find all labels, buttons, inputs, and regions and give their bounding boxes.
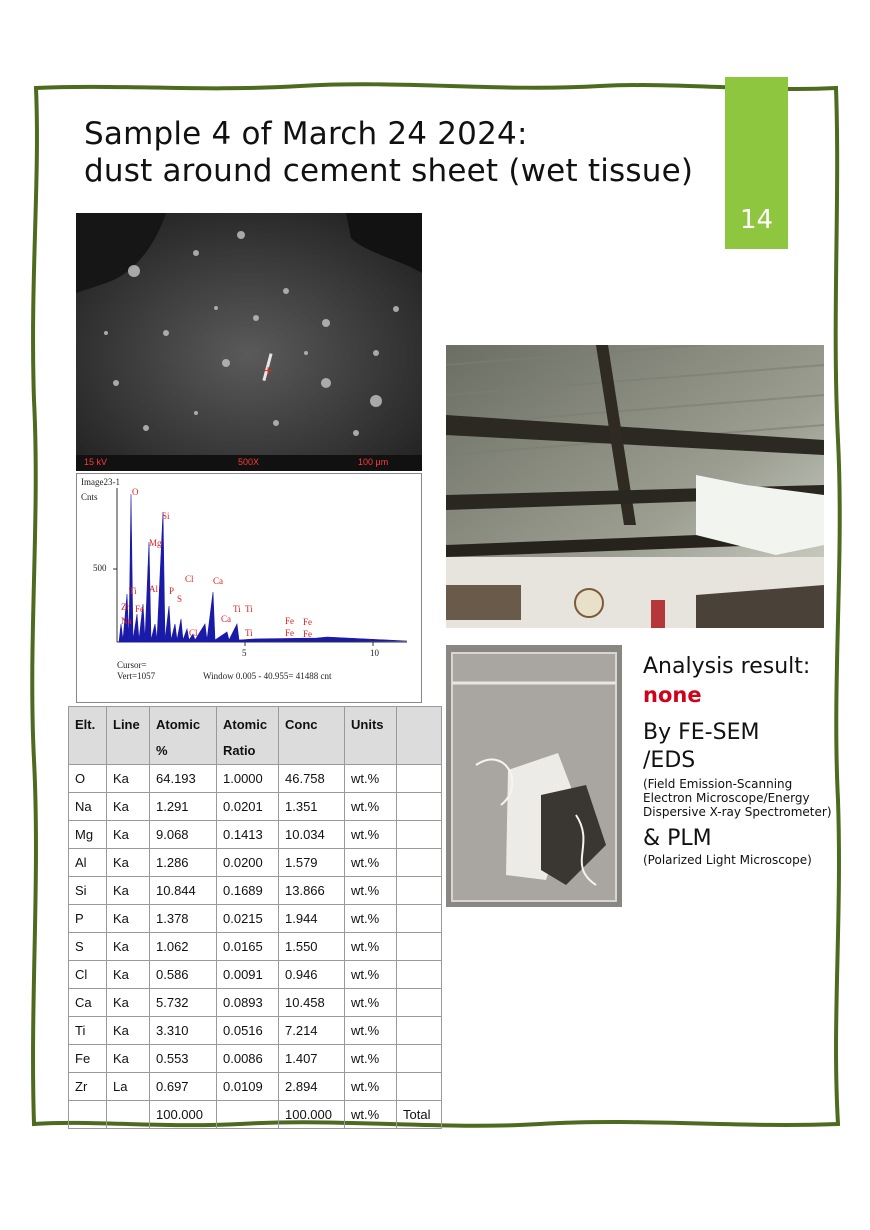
cell-extra (397, 849, 442, 877)
cell-conc: 0.946 (279, 961, 345, 989)
cell-line: Ka (107, 989, 150, 1017)
cell-line: Ka (107, 1045, 150, 1073)
sem-scale: 100 μm (358, 457, 389, 467)
cell-line: La (107, 1073, 150, 1101)
peak-label-si: Si (162, 511, 170, 521)
cell-atomic: 3.310 (150, 1017, 217, 1045)
roof-illustration (446, 345, 824, 628)
cell-conc: 1.351 (279, 793, 345, 821)
peak-label-al: Al (149, 584, 158, 594)
cell-elt (69, 1101, 107, 1129)
cell-atomic: 1.062 (150, 933, 217, 961)
cell-extra (397, 877, 442, 905)
roof-photo (446, 345, 824, 628)
eds-image-label: Image23-1 (81, 477, 120, 487)
cell-elt: Fe (69, 1045, 107, 1073)
cell-conc: 10.458 (279, 989, 345, 1017)
table-row (69, 905, 442, 933)
cell-atomic: 1.291 (150, 793, 217, 821)
eds-y-unit: Cnts (81, 492, 98, 502)
cell-extra (397, 989, 442, 1017)
cell-conc: 1.944 (279, 905, 345, 933)
cell-elt: Si (69, 877, 107, 905)
eds-window: Window 0.005 - 40.955= 41488 cnt (203, 671, 332, 681)
table-row (69, 933, 442, 961)
cell-elt: S (69, 933, 107, 961)
cell-atomic: 1.378 (150, 905, 217, 933)
peak-label-fe-3: Fe (303, 617, 312, 627)
cell-line: Ka (107, 961, 150, 989)
cell-extra (397, 765, 442, 793)
composition-table (68, 706, 442, 1129)
peak-label-ca-1: Ca (213, 576, 223, 586)
eds-y-tick: 500 (93, 563, 107, 573)
cell-atomic: 64.193 (150, 765, 217, 793)
cell-ratio (217, 1101, 279, 1129)
cell-conc: 13.866 (279, 877, 345, 905)
col-header-atomic-pct: Atomic % (150, 707, 217, 765)
title-line-1: Sample 4 of March 24 2024: (84, 116, 528, 152)
cell-elt: Al (69, 849, 107, 877)
eds-x-tick-10: 10 (370, 648, 379, 658)
page-title (84, 116, 693, 190)
table-row (69, 961, 442, 989)
cell-ratio: 0.0893 (217, 989, 279, 1017)
cell-ratio: 0.0201 (217, 793, 279, 821)
eds-x-tick-5: 5 (242, 648, 247, 658)
cell-units: wt.% (345, 821, 397, 849)
method-1-description: (Field Emission-Scanning Electron Microscope/Energy Dispersive X-ray Spectrometer) (643, 777, 832, 819)
cell-line: Ka (107, 933, 150, 961)
method-2-title: & PLM (643, 826, 712, 851)
cell-conc: 2.894 (279, 1073, 345, 1101)
eds-cursor: Cursor= (117, 660, 147, 670)
cell-line: Ka (107, 849, 150, 877)
cell-units: wt.% (345, 1073, 397, 1101)
cell-ratio: 0.0516 (217, 1017, 279, 1045)
cell-elt: Ca (69, 989, 107, 1017)
cell-elt: O (69, 765, 107, 793)
cell-conc: 1.579 (279, 849, 345, 877)
cell-atomic: 10.844 (150, 877, 217, 905)
cell-units: wt.% (345, 933, 397, 961)
peak-label-cl-2: Cl (189, 628, 198, 638)
analysis-result: none (643, 683, 702, 707)
cell-line: Ka (107, 1017, 150, 1045)
peak-label-ti-2: Ti (233, 604, 241, 614)
cell-conc: 1.550 (279, 933, 345, 961)
cell-extra: Total (397, 1101, 442, 1129)
cell-units: wt.% (345, 1101, 397, 1129)
analysis-panel (643, 653, 833, 867)
slide-number-tab (725, 77, 788, 249)
cell-line: Ka (107, 765, 150, 793)
peak-label-fe-2: Fe (285, 616, 294, 626)
cell-extra (397, 1045, 442, 1073)
col-header-elt: Elt. (69, 707, 107, 765)
cell-atomic: 1.286 (150, 849, 217, 877)
peak-label-fe-5: Fe (303, 629, 312, 639)
sem-texture (76, 213, 422, 471)
cell-units: wt.% (345, 877, 397, 905)
sem-micrograph (76, 213, 422, 471)
peak-label-zr: Zr (121, 602, 130, 612)
cell-elt: Zr (69, 1073, 107, 1101)
eds-plot (77, 474, 423, 704)
cell-atomic: 100.000 (150, 1101, 217, 1129)
cell-extra (397, 793, 442, 821)
col-header-extra (397, 707, 442, 765)
peak-label-cl: Cl (185, 574, 194, 584)
cell-units: wt.% (345, 1017, 397, 1045)
peak-label-na: Na (121, 616, 132, 626)
cell-units: wt.% (345, 793, 397, 821)
cell-elt: Na (69, 793, 107, 821)
cell-line: Ka (107, 793, 150, 821)
cell-elt: Ti (69, 1017, 107, 1045)
peak-label-ca-2: Ca (221, 614, 231, 624)
cell-conc: 10.034 (279, 821, 345, 849)
cell-ratio: 0.1413 (217, 821, 279, 849)
cell-ratio: 0.1689 (217, 877, 279, 905)
peak-label-o: O (132, 487, 139, 497)
cell-ratio: 1.0000 (217, 765, 279, 793)
cell-units: wt.% (345, 961, 397, 989)
peak-label-ti-1: Ti (129, 586, 137, 596)
peak-label-fe-4: Fe (285, 628, 294, 638)
peak-label-ti-3: Ti (245, 604, 253, 614)
cell-atomic: 0.697 (150, 1073, 217, 1101)
peak-label-mg: Mg (149, 538, 162, 548)
col-header-units: Units (345, 707, 397, 765)
sem-magnification: 500X (238, 457, 260, 467)
cell-units: wt.% (345, 765, 397, 793)
cell-conc: 7.214 (279, 1017, 345, 1045)
cell-units: wt.% (345, 989, 397, 1017)
method-2-description: (Polarized Light Microscope) (643, 853, 812, 867)
cell-line (107, 1101, 150, 1129)
cell-line: Ka (107, 905, 150, 933)
cell-units: wt.% (345, 1045, 397, 1073)
cell-elt: Cl (69, 961, 107, 989)
sample-bag-illustration (446, 645, 622, 907)
table-row (69, 877, 442, 905)
table-row (69, 1017, 442, 1045)
eds-vert: Vert=1057 (117, 671, 156, 681)
cell-line: Ka (107, 877, 150, 905)
cell-extra (397, 821, 442, 849)
cell-extra (397, 905, 442, 933)
sem-info-bar (76, 455, 422, 471)
cell-extra (397, 1073, 442, 1101)
cell-ratio: 0.0086 (217, 1045, 279, 1073)
method-1-title: By FE-SEM /EDS (643, 720, 760, 773)
sample-bag-photo (446, 645, 622, 907)
cell-extra (397, 1017, 442, 1045)
cell-ratio: 0.0165 (217, 933, 279, 961)
cell-elt: Mg (69, 821, 107, 849)
cell-elt: P (69, 905, 107, 933)
cell-conc: 46.758 (279, 765, 345, 793)
cell-ratio: 0.0109 (217, 1073, 279, 1101)
peak-label-ti-4: Ti (245, 628, 253, 638)
table-row (69, 793, 442, 821)
cell-atomic: 5.732 (150, 989, 217, 1017)
eds-spectrum (76, 473, 422, 703)
cell-conc: 1.407 (279, 1045, 345, 1073)
cell-conc: 100.000 (279, 1101, 345, 1129)
title-line-2: dust around cement sheet (wet tissue) (84, 153, 694, 189)
table-row (69, 821, 442, 849)
table-row (69, 1073, 442, 1101)
cell-atomic: 9.068 (150, 821, 217, 849)
cell-ratio: 0.0091 (217, 961, 279, 989)
table-row (69, 765, 442, 793)
cell-units: wt.% (345, 905, 397, 933)
cell-extra (397, 961, 442, 989)
col-header-line: Line (107, 707, 150, 765)
peak-label-p: P (169, 586, 175, 596)
col-header-atomic-ratio: Atomic Ratio (217, 707, 279, 765)
cell-extra (397, 933, 442, 961)
cell-line: Ka (107, 821, 150, 849)
table-row (69, 989, 442, 1017)
cell-atomic: 0.553 (150, 1045, 217, 1073)
col-header-conc: Conc (279, 707, 345, 765)
sem-voltage: 15 kV (84, 457, 108, 467)
peak-label-fe-1: Fe (135, 604, 144, 614)
peak-label-s: S (177, 594, 183, 604)
cell-atomic: 0.586 (150, 961, 217, 989)
table-row (69, 1101, 442, 1129)
cell-ratio: 0.0200 (217, 849, 279, 877)
table-header-row (69, 707, 442, 765)
svg-text:+: + (264, 362, 273, 378)
cell-ratio: 0.0215 (217, 905, 279, 933)
table-row (69, 1045, 442, 1073)
analysis-heading: Analysis result: (643, 654, 811, 679)
cell-units: wt.% (345, 849, 397, 877)
slide-number: 14 (739, 205, 774, 235)
table-row (69, 849, 442, 877)
